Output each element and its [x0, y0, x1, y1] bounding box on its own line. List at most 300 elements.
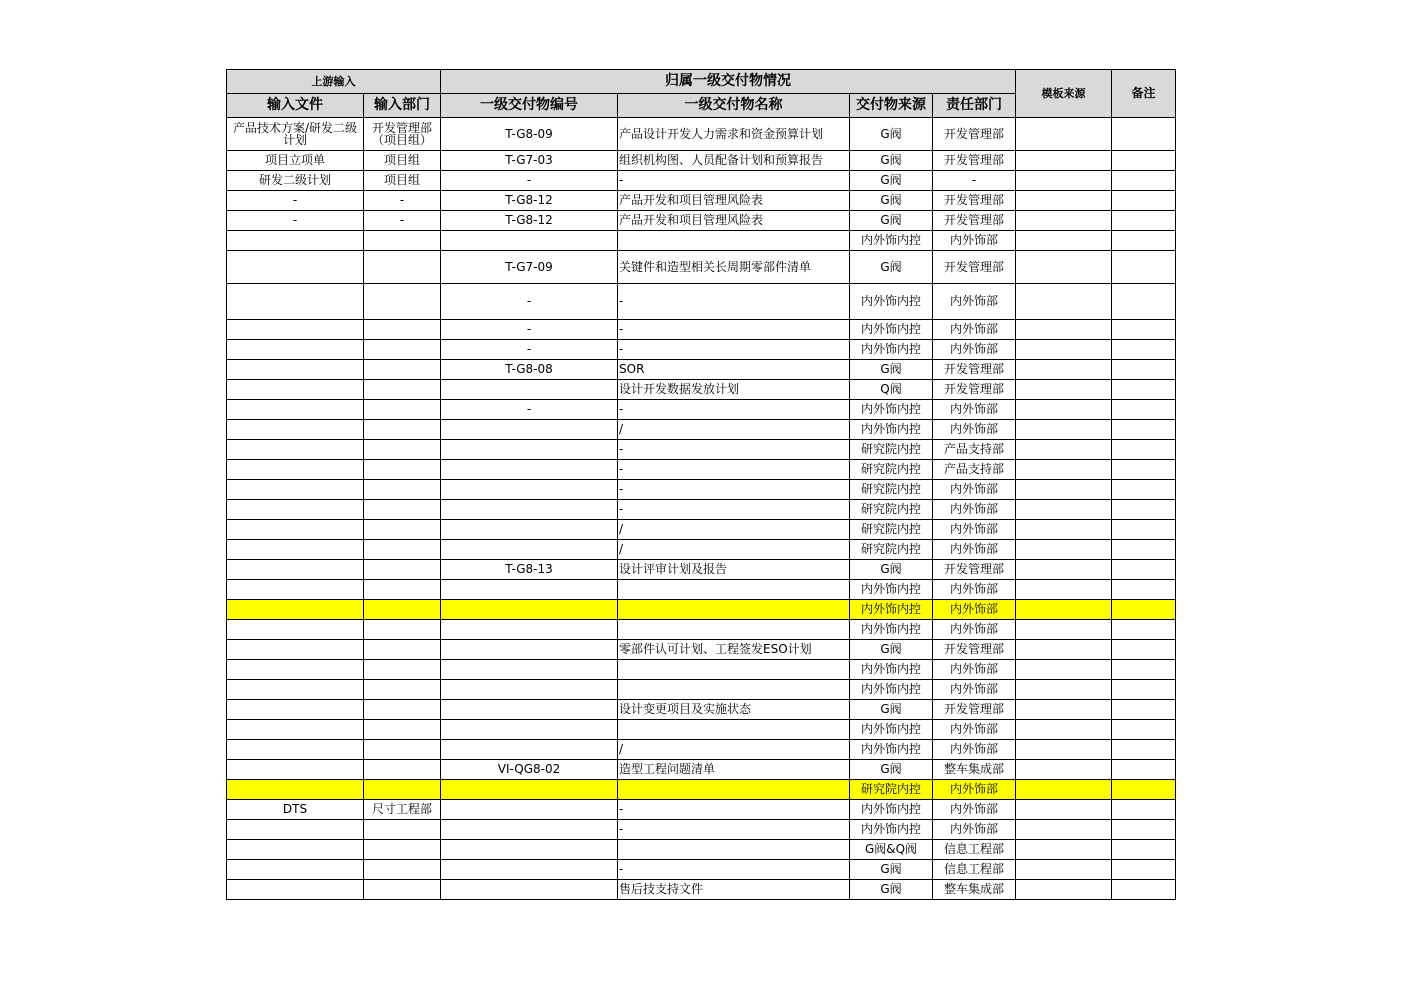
table-row: [227, 480, 1176, 500]
template-source-cell: [1016, 400, 1112, 420]
template-source-cell: [1016, 600, 1112, 620]
table-row: [227, 820, 1176, 840]
belong-header: 归属一级交付物情况: [441, 70, 1016, 94]
responsible-dept-cell: 开发管理部: [933, 640, 1016, 660]
table-row: [227, 420, 1176, 440]
remark-cell: [1112, 171, 1176, 191]
deliverable-code-cell: [441, 440, 618, 460]
template-source-cell: [1016, 660, 1112, 680]
input-dept-cell: [364, 540, 441, 560]
input-file-cell: [227, 860, 364, 880]
input-dept-cell: [364, 780, 441, 800]
source-cell: G阀: [850, 860, 933, 880]
deliverable-name-cell: -: [618, 320, 850, 340]
deliverable-code-cell: [441, 840, 618, 860]
table-row: [227, 211, 1176, 231]
input-dept-cell: [364, 500, 441, 520]
template-source-cell: [1016, 340, 1112, 360]
deliverable-name-cell: 产品设计开发人力需求和资金预算计划: [618, 118, 850, 151]
deliverable-code-cell: [441, 860, 618, 880]
responsible-dept-cell: 内外饰部: [933, 284, 1016, 320]
deliverable-name-cell: [618, 600, 850, 620]
template-source-header: 模板来源: [1016, 70, 1112, 118]
deliverable-name-cell: -: [618, 284, 850, 320]
template-source-cell: [1016, 231, 1112, 251]
responsible-dept-cell: 内外饰部: [933, 680, 1016, 700]
deliverable-code-cell: T-G8-12: [441, 211, 618, 231]
deliverable-name-cell: [618, 580, 850, 600]
responsible-dept-cell: 开发管理部: [933, 251, 1016, 284]
template-source-cell: [1016, 440, 1112, 460]
responsible-dept-cell: 整车集成部: [933, 880, 1016, 900]
deliverable-code-cell: [441, 480, 618, 500]
responsible-dept-cell: 内外饰部: [933, 500, 1016, 520]
source-cell: 内外饰内控: [850, 231, 933, 251]
deliverable-code-cell: [441, 420, 618, 440]
input-dept-cell: -: [364, 211, 441, 231]
deliverable-code-cell: -: [441, 171, 618, 191]
template-source-cell: [1016, 760, 1112, 780]
remark-cell: [1112, 284, 1176, 320]
template-source-cell: [1016, 720, 1112, 740]
deliverable-code-cell: T-G8-13: [441, 560, 618, 580]
template-source-cell: [1016, 284, 1112, 320]
input-file-cell: [227, 660, 364, 680]
deliverable-code-cell: -: [441, 284, 618, 320]
template-source-cell: [1016, 171, 1112, 191]
remark-cell: [1112, 380, 1176, 400]
responsible-dept-cell: -: [933, 171, 1016, 191]
deliverable-code-cell: [441, 660, 618, 680]
template-source-cell: [1016, 740, 1112, 760]
deliverable-name-cell: [618, 620, 850, 640]
table-row: [227, 860, 1176, 880]
source-cell: G阀: [850, 151, 933, 171]
col-header-source: 交付物来源: [850, 94, 933, 118]
input-dept-cell: [364, 880, 441, 900]
source-cell: G阀: [850, 760, 933, 780]
deliverable-name-cell: -: [618, 460, 850, 480]
table-row: [227, 118, 1176, 151]
input-file-cell: 产品技术方案/研发二级计划: [227, 118, 364, 151]
deliverable-code-cell: VI-QG8-02: [441, 760, 618, 780]
table-row: [227, 440, 1176, 460]
deliverable-name-cell: -: [618, 340, 850, 360]
input-dept-cell: 开发管理部（项目组）: [364, 118, 441, 151]
source-cell: G阀: [850, 118, 933, 151]
deliverable-name-cell: 产品开发和项目管理风险表: [618, 211, 850, 231]
responsible-dept-cell: 产品支持部: [933, 460, 1016, 480]
input-dept-cell: 项目组: [364, 171, 441, 191]
col-header-input-dept: 输入部门: [364, 94, 441, 118]
deliverable-code-cell: [441, 500, 618, 520]
responsible-dept-cell: 开发管理部: [933, 191, 1016, 211]
source-cell: 研究院内控: [850, 460, 933, 480]
input-dept-cell: 尺寸工程部: [364, 800, 441, 820]
template-source-cell: [1016, 540, 1112, 560]
table-row: [227, 660, 1176, 680]
template-source-cell: [1016, 840, 1112, 860]
input-file-cell: [227, 580, 364, 600]
input-file-cell: [227, 680, 364, 700]
deliverable-name-cell: 关键件和造型相关长周期零部件清单: [618, 251, 850, 284]
input-dept-cell: 项目组: [364, 151, 441, 171]
template-source-cell: [1016, 191, 1112, 211]
remark-cell: [1112, 660, 1176, 680]
table-row: [227, 500, 1176, 520]
remark-cell: [1112, 600, 1176, 620]
input-dept-cell: [364, 460, 441, 480]
col-header-responsible-dept: 责任部门: [933, 94, 1016, 118]
template-source-cell: [1016, 860, 1112, 880]
template-source-cell: [1016, 151, 1112, 171]
responsible-dept-cell: 开发管理部: [933, 560, 1016, 580]
deliverable-code-cell: T-G8-08: [441, 360, 618, 380]
deliverable-code-cell: [441, 231, 618, 251]
input-file-cell: [227, 460, 364, 480]
source-cell: 内外饰内控: [850, 740, 933, 760]
input-file-cell: DTS: [227, 800, 364, 820]
responsible-dept-cell: 信息工程部: [933, 860, 1016, 880]
table-row: [227, 151, 1176, 171]
deliverable-code-cell: [441, 600, 618, 620]
source-cell: G阀&Q阀: [850, 840, 933, 860]
col-header-input-file: 输入文件: [227, 94, 364, 118]
remark-cell: [1112, 800, 1176, 820]
responsible-dept-cell: 内外饰部: [933, 480, 1016, 500]
table-row: [227, 284, 1176, 320]
input-file-cell: [227, 840, 364, 860]
source-cell: G阀: [850, 360, 933, 380]
template-source-cell: [1016, 420, 1112, 440]
input-dept-cell: [364, 760, 441, 780]
deliverable-name-cell: [618, 680, 850, 700]
deliverable-code-cell: [441, 780, 618, 800]
template-source-cell: [1016, 500, 1112, 520]
template-source-cell: [1016, 580, 1112, 600]
input-file-cell: [227, 560, 364, 580]
deliverable-name-cell: /: [618, 420, 850, 440]
input-file-cell: [227, 880, 364, 900]
deliverable-code-cell: [441, 460, 618, 480]
remark-cell: [1112, 620, 1176, 640]
input-dept-cell: [364, 720, 441, 740]
remark-cell: [1112, 540, 1176, 560]
remark-cell: [1112, 480, 1176, 500]
deliverable-name-cell: -: [618, 500, 850, 520]
input-dept-cell: [364, 400, 441, 420]
responsible-dept-cell: 内外饰部: [933, 580, 1016, 600]
remark-cell: [1112, 700, 1176, 720]
table-row: [227, 400, 1176, 420]
input-dept-cell: [364, 480, 441, 500]
deliverable-name-cell: /: [618, 540, 850, 560]
deliverable-code-cell: [441, 880, 618, 900]
deliverable-code-cell: [441, 700, 618, 720]
deliverable-name-cell: -: [618, 860, 850, 880]
template-source-cell: [1016, 680, 1112, 700]
source-cell: G阀: [850, 700, 933, 720]
remark-cell: [1112, 320, 1176, 340]
deliverable-name-cell: [618, 231, 850, 251]
input-file-cell: [227, 760, 364, 780]
deliverable-name-cell: 设计开发数据发放计划: [618, 380, 850, 400]
input-dept-cell: [364, 231, 441, 251]
input-file-cell: [227, 520, 364, 540]
remark-cell: [1112, 231, 1176, 251]
input-dept-cell: -: [364, 191, 441, 211]
responsible-dept-cell: 内外饰部: [933, 600, 1016, 620]
remark-cell: [1112, 340, 1176, 360]
table-row: [227, 700, 1176, 720]
template-source-cell: [1016, 820, 1112, 840]
responsible-dept-cell: 内外饰部: [933, 420, 1016, 440]
table-row: [227, 600, 1176, 620]
responsible-dept-cell: 内外饰部: [933, 400, 1016, 420]
deliverable-code-cell: T-G8-12: [441, 191, 618, 211]
table-row: [227, 720, 1176, 740]
template-source-cell: [1016, 880, 1112, 900]
source-cell: 内外饰内控: [850, 820, 933, 840]
table-row: [227, 780, 1176, 800]
template-source-cell: [1016, 118, 1112, 151]
remark-cell: [1112, 680, 1176, 700]
responsible-dept-cell: 产品支持部: [933, 440, 1016, 460]
deliverable-code-cell: [441, 380, 618, 400]
table-row: [227, 540, 1176, 560]
col-header-deliverable-code: 一级交付物编号: [441, 94, 618, 118]
input-dept-cell: [364, 340, 441, 360]
source-cell: G阀: [850, 191, 933, 211]
input-dept-cell: [364, 820, 441, 840]
source-cell: 研究院内控: [850, 540, 933, 560]
col-header-deliverable-name: 一级交付物名称: [618, 94, 850, 118]
table-row: [227, 560, 1176, 580]
table-row: [227, 740, 1176, 760]
input-file-cell: [227, 284, 364, 320]
table-row: [227, 640, 1176, 660]
input-file-cell: [227, 820, 364, 840]
deliverable-code-cell: -: [441, 340, 618, 360]
template-source-cell: [1016, 520, 1112, 540]
input-dept-cell: [364, 620, 441, 640]
table-row: [227, 171, 1176, 191]
input-file-cell: [227, 740, 364, 760]
template-source-cell: [1016, 320, 1112, 340]
input-dept-cell: [364, 840, 441, 860]
input-file-cell: [227, 500, 364, 520]
remark-cell: [1112, 720, 1176, 740]
table-row: [227, 251, 1176, 284]
remark-cell: [1112, 420, 1176, 440]
source-cell: G阀: [850, 640, 933, 660]
table-row: [227, 380, 1176, 400]
responsible-dept-cell: 开发管理部: [933, 211, 1016, 231]
input-dept-cell: [364, 520, 441, 540]
input-file-cell: [227, 480, 364, 500]
responsible-dept-cell: 内外饰部: [933, 620, 1016, 640]
responsible-dept-cell: 内外饰部: [933, 540, 1016, 560]
deliverable-name-cell: -: [618, 800, 850, 820]
input-file-cell: -: [227, 211, 364, 231]
upstream-header: 上游输入: [227, 70, 441, 94]
source-cell: 内外饰内控: [850, 600, 933, 620]
deliverable-code-cell: T-G8-09: [441, 118, 618, 151]
source-cell: 内外饰内控: [850, 284, 933, 320]
deliverable-code-cell: [441, 820, 618, 840]
deliverable-name-cell: -: [618, 480, 850, 500]
table-row: [227, 680, 1176, 700]
input-dept-cell: [364, 251, 441, 284]
input-dept-cell: [364, 560, 441, 580]
input-dept-cell: [364, 380, 441, 400]
input-file-cell: [227, 720, 364, 740]
source-cell: Q阀: [850, 380, 933, 400]
input-file-cell: [227, 440, 364, 460]
remark-cell: [1112, 460, 1176, 480]
source-cell: 研究院内控: [850, 780, 933, 800]
remark-cell: [1112, 151, 1176, 171]
remark-cell: [1112, 740, 1176, 760]
deliverable-name-cell: 造型工程问题清单: [618, 760, 850, 780]
template-source-cell: [1016, 480, 1112, 500]
deliverable-name-cell: 设计评审计划及报告: [618, 560, 850, 580]
table-row: [227, 800, 1176, 820]
input-file-cell: [227, 780, 364, 800]
remark-cell: [1112, 118, 1176, 151]
deliverable-code-cell: [441, 740, 618, 760]
deliverable-code-cell: [441, 720, 618, 740]
deliverable-name-cell: -: [618, 400, 850, 420]
deliverable-code-cell: -: [441, 400, 618, 420]
deliverable-name-cell: [618, 660, 850, 680]
responsible-dept-cell: 开发管理部: [933, 151, 1016, 171]
remark-cell: [1112, 640, 1176, 660]
remark-cell: [1112, 191, 1176, 211]
remark-cell: [1112, 251, 1176, 284]
table-row: [227, 340, 1176, 360]
input-file-cell: [227, 320, 364, 340]
template-source-cell: [1016, 640, 1112, 660]
input-file-cell: [227, 700, 364, 720]
input-file-cell: [227, 540, 364, 560]
source-cell: 内外饰内控: [850, 580, 933, 600]
input-file-cell: [227, 360, 364, 380]
remark-cell: [1112, 760, 1176, 780]
input-file-cell: [227, 640, 364, 660]
template-source-cell: [1016, 560, 1112, 580]
deliverable-name-cell: 组织机构图、人员配备计划和预算报告: [618, 151, 850, 171]
input-file-cell: [227, 420, 364, 440]
deliverable-code-cell: [441, 800, 618, 820]
responsible-dept-cell: 开发管理部: [933, 380, 1016, 400]
source-cell: 内外饰内控: [850, 660, 933, 680]
remark-cell: [1112, 211, 1176, 231]
template-source-cell: [1016, 460, 1112, 480]
responsible-dept-cell: 内外饰部: [933, 320, 1016, 340]
template-source-cell: [1016, 780, 1112, 800]
source-cell: G阀: [850, 560, 933, 580]
deliverable-name-cell: 产品开发和项目管理风险表: [618, 191, 850, 211]
input-dept-cell: [364, 660, 441, 680]
remark-cell: [1112, 400, 1176, 420]
remark-cell: [1112, 580, 1176, 600]
remark-cell: [1112, 860, 1176, 880]
template-source-cell: [1016, 360, 1112, 380]
input-file-cell: [227, 231, 364, 251]
template-source-cell: [1016, 251, 1112, 284]
responsible-dept-cell: 开发管理部: [933, 360, 1016, 380]
responsible-dept-cell: 内外饰部: [933, 780, 1016, 800]
template-source-cell: [1016, 700, 1112, 720]
deliverable-code-cell: [441, 620, 618, 640]
source-cell: 内外饰内控: [850, 800, 933, 820]
table-body: [227, 118, 1176, 900]
deliverable-code-cell: [441, 540, 618, 560]
deliverable-code-cell: [441, 640, 618, 660]
input-dept-cell: [364, 600, 441, 620]
table-row: [227, 360, 1176, 380]
remark-cell: [1112, 500, 1176, 520]
table-row: [227, 320, 1176, 340]
deliverable-name-cell: -: [618, 171, 850, 191]
source-cell: 内外饰内控: [850, 620, 933, 640]
responsible-dept-cell: 内外饰部: [933, 740, 1016, 760]
deliverable-code-cell: -: [441, 320, 618, 340]
input-dept-cell: [364, 700, 441, 720]
table-row: [227, 580, 1176, 600]
table-row: [227, 231, 1176, 251]
responsible-dept-cell: 内外饰部: [933, 520, 1016, 540]
deliverable-name-cell: 售后技支持文件: [618, 880, 850, 900]
input-file-cell: [227, 400, 364, 420]
input-dept-cell: [364, 740, 441, 760]
source-cell: 研究院内控: [850, 440, 933, 460]
source-cell: 内外饰内控: [850, 320, 933, 340]
source-cell: 内外饰内控: [850, 420, 933, 440]
source-cell: 内外饰内控: [850, 680, 933, 700]
source-cell: G阀: [850, 211, 933, 231]
deliverable-code-cell: T-G7-03: [441, 151, 618, 171]
deliverable-name-cell: 设计变更项目及实施状态: [618, 700, 850, 720]
responsible-dept-cell: 内外饰部: [933, 720, 1016, 740]
source-cell: 研究院内控: [850, 520, 933, 540]
input-file-cell: 研发二级计划: [227, 171, 364, 191]
remark-header: 备注: [1112, 70, 1176, 118]
input-file-cell: [227, 620, 364, 640]
table-row: [227, 191, 1176, 211]
template-source-cell: [1016, 380, 1112, 400]
deliverables-table: [226, 69, 1176, 900]
table-row: [227, 520, 1176, 540]
responsible-dept-cell: 内外饰部: [933, 820, 1016, 840]
input-file-cell: [227, 340, 364, 360]
deliverable-code-cell: T-G7-09: [441, 251, 618, 284]
source-cell: 研究院内控: [850, 500, 933, 520]
table-row: [227, 620, 1176, 640]
input-dept-cell: [364, 860, 441, 880]
responsible-dept-cell: 信息工程部: [933, 840, 1016, 860]
template-source-cell: [1016, 800, 1112, 820]
input-file-cell: -: [227, 191, 364, 211]
input-dept-cell: [364, 640, 441, 660]
responsible-dept-cell: 开发管理部: [933, 700, 1016, 720]
table-row: [227, 840, 1176, 860]
deliverable-code-cell: [441, 580, 618, 600]
table-row: [227, 760, 1176, 780]
responsible-dept-cell: 内外饰部: [933, 231, 1016, 251]
remark-cell: [1112, 520, 1176, 540]
